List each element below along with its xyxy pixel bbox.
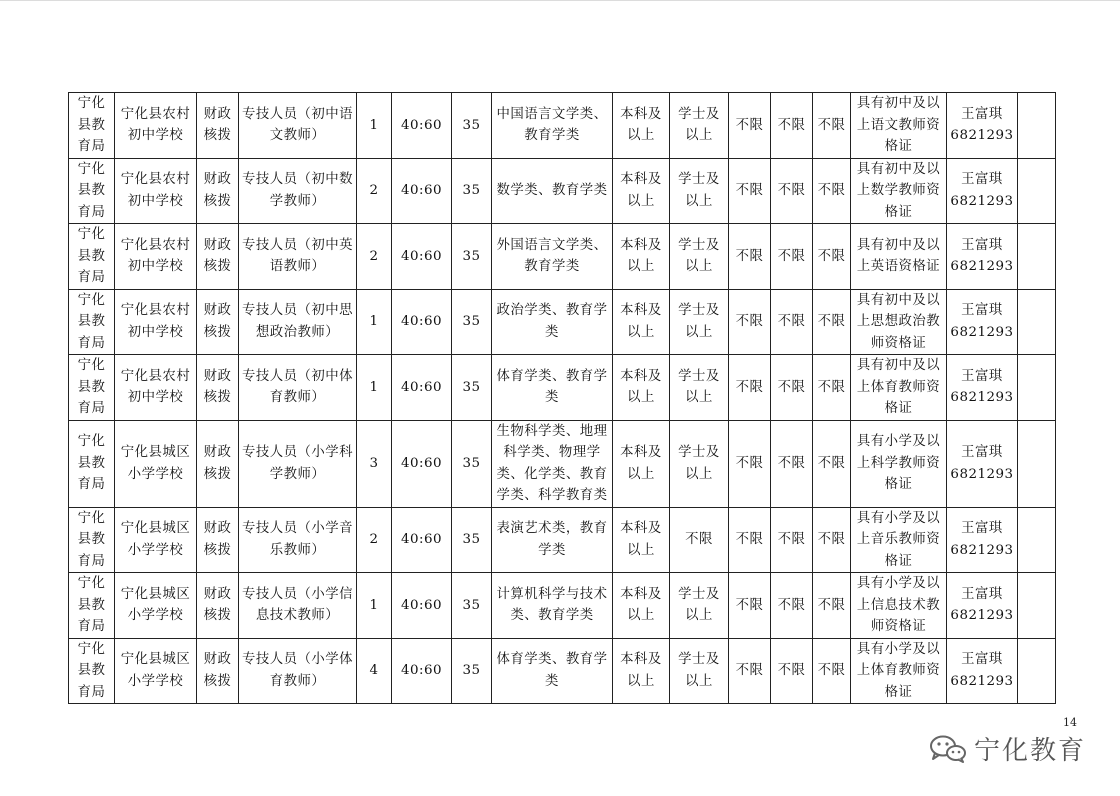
condition-cell-2: 不限: [771, 573, 813, 639]
education-cell: 本科及以上: [613, 93, 670, 159]
table-row: [69, 158, 1056, 224]
condition-cell-2: 不限: [771, 420, 813, 507]
requirement-cell: 具有小学及以上体育教师资格证: [851, 638, 947, 704]
ratio-cell: 40:60: [392, 355, 452, 421]
education-cell: 本科及以上: [613, 355, 670, 421]
condition-cell-2: 不限: [771, 224, 813, 290]
position-cell: 专技人员（小学科学教师）: [239, 420, 357, 507]
major-cell: 政治学类、教育学类: [492, 289, 613, 355]
school-cell: 宁化县农村初中学校: [115, 289, 197, 355]
contact-cell: 王富琪6821293: [947, 224, 1018, 290]
age-cell: 35: [452, 638, 492, 704]
funding-cell: 财政核拨: [197, 507, 239, 573]
degree-cell: 学士及以上: [670, 93, 729, 159]
age-cell: 35: [452, 573, 492, 639]
funding-cell: 财政核拨: [197, 224, 239, 290]
major-cell: 外国语言文学类、教育学类: [492, 224, 613, 290]
condition-cell-2: 不限: [771, 289, 813, 355]
degree-cell: 学士及以上: [670, 224, 729, 290]
dept-cell: 宁化县教育局: [69, 158, 115, 224]
page-number: 14: [1063, 716, 1077, 729]
education-cell: 本科及以上: [613, 638, 670, 704]
funding-cell: 财政核拨: [197, 573, 239, 639]
degree-cell: 不限: [670, 507, 729, 573]
condition-cell-1: 不限: [729, 420, 771, 507]
position-cell: 专技人员（小学音乐教师）: [239, 507, 357, 573]
contact-cell: 王富琪6821293: [947, 93, 1018, 159]
funding-cell: 财政核拨: [197, 638, 239, 704]
age-cell: 35: [452, 158, 492, 224]
degree-cell: 学士及以上: [670, 573, 729, 639]
table-row: [69, 420, 1056, 507]
education-cell: 本科及以上: [613, 224, 670, 290]
condition-cell-1: 不限: [729, 638, 771, 704]
condition-cell-3: 不限: [813, 158, 851, 224]
condition-cell-3: 不限: [813, 638, 851, 704]
count-cell: 2: [357, 507, 392, 573]
count-cell: 4: [357, 638, 392, 704]
major-cell: 中国语言文学类、教育学类: [492, 93, 613, 159]
count-cell: 1: [357, 289, 392, 355]
empty-cell: [1018, 355, 1056, 421]
age-cell: 35: [452, 420, 492, 507]
condition-cell-1: 不限: [729, 224, 771, 290]
table-row: [69, 638, 1056, 704]
condition-cell-1: 不限: [729, 507, 771, 573]
dept-cell: 宁化县教育局: [69, 573, 115, 639]
contact-cell: 王富琪6821293: [947, 638, 1018, 704]
condition-cell-3: 不限: [813, 224, 851, 290]
school-cell: 宁化县农村初中学校: [115, 224, 197, 290]
table-row: [69, 93, 1056, 159]
empty-cell: [1018, 420, 1056, 507]
table-row: [69, 507, 1056, 573]
count-cell: 3: [357, 420, 392, 507]
school-cell: 宁化县城区小学学校: [115, 420, 197, 507]
condition-cell-3: 不限: [813, 93, 851, 159]
count-cell: 2: [357, 224, 392, 290]
major-cell: 体育学类、教育学类: [492, 638, 613, 704]
table-row: [69, 224, 1056, 290]
position-cell: 专技人员（小学信息技术教师）: [239, 573, 357, 639]
recruitment-table: [68, 92, 1056, 704]
contact-cell: 王富琪6821293: [947, 573, 1018, 639]
table-row: [69, 573, 1056, 639]
dept-cell: 宁化县教育局: [69, 289, 115, 355]
count-cell: 1: [357, 355, 392, 421]
dept-cell: 宁化县教育局: [69, 420, 115, 507]
contact-cell: 王富琪6821293: [947, 420, 1018, 507]
education-cell: 本科及以上: [613, 158, 670, 224]
degree-cell: 学士及以上: [670, 289, 729, 355]
position-cell: 专技人员（初中语文教师）: [239, 93, 357, 159]
empty-cell: [1018, 638, 1056, 704]
age-cell: 35: [452, 289, 492, 355]
condition-cell-1: 不限: [729, 158, 771, 224]
requirement-cell: 具有初中及以上语文教师资格证: [851, 93, 947, 159]
education-cell: 本科及以上: [613, 507, 670, 573]
table-row: [69, 355, 1056, 421]
requirement-cell: 具有小学及以上科学教师资格证: [851, 420, 947, 507]
funding-cell: 财政核拨: [197, 289, 239, 355]
degree-cell: 学士及以上: [670, 355, 729, 421]
dept-cell: 宁化县教育局: [69, 507, 115, 573]
requirement-cell: 具有初中及以上英语资格证: [851, 224, 947, 290]
degree-cell: 学士及以上: [670, 420, 729, 507]
requirement-cell: 具有小学及以上音乐教师资格证: [851, 507, 947, 573]
empty-cell: [1018, 289, 1056, 355]
contact-cell: 王富琪6821293: [947, 289, 1018, 355]
ratio-cell: 40:60: [392, 573, 452, 639]
position-cell: 专技人员（初中思想政治教师）: [239, 289, 357, 355]
ratio-cell: 40:60: [392, 420, 452, 507]
count-cell: 2: [357, 158, 392, 224]
ratio-cell: 40:60: [392, 158, 452, 224]
age-cell: 35: [452, 355, 492, 421]
position-cell: 专技人员（初中英语教师）: [239, 224, 357, 290]
ratio-cell: 40:60: [392, 224, 452, 290]
condition-cell-3: 不限: [813, 573, 851, 639]
dept-cell: 宁化县教育局: [69, 355, 115, 421]
requirement-cell: 具有初中及以上数学教师资格证: [851, 158, 947, 224]
empty-cell: [1018, 507, 1056, 573]
major-cell: 计算机科学与技术类、教育学类: [492, 573, 613, 639]
position-cell: 专技人员（初中数学教师）: [239, 158, 357, 224]
condition-cell-2: 不限: [771, 638, 813, 704]
empty-cell: [1018, 573, 1056, 639]
funding-cell: 财政核拨: [197, 420, 239, 507]
condition-cell-3: 不限: [813, 289, 851, 355]
school-cell: 宁化县城区小学学校: [115, 507, 197, 573]
condition-cell-1: 不限: [729, 573, 771, 639]
page-top-border: [0, 0, 1120, 1]
condition-cell-2: 不限: [771, 355, 813, 421]
funding-cell: 财政核拨: [197, 355, 239, 421]
school-cell: 宁化县城区小学学校: [115, 638, 197, 704]
degree-cell: 学士及以上: [670, 158, 729, 224]
ratio-cell: 40:60: [392, 638, 452, 704]
school-cell: 宁化县城区小学学校: [115, 573, 197, 639]
condition-cell-3: 不限: [813, 507, 851, 573]
funding-cell: 财政核拨: [197, 93, 239, 159]
condition-cell-3: 不限: [813, 355, 851, 421]
dept-cell: 宁化县教育局: [69, 638, 115, 704]
condition-cell-1: 不限: [729, 355, 771, 421]
empty-cell: [1018, 158, 1056, 224]
watermark-text: 宁化教育: [974, 736, 1087, 766]
empty-cell: [1018, 93, 1056, 159]
education-cell: 本科及以上: [613, 573, 670, 639]
contact-cell: 王富琪6821293: [947, 507, 1018, 573]
empty-cell: [1018, 224, 1056, 290]
condition-cell-1: 不限: [729, 289, 771, 355]
watermark: [928, 730, 1086, 767]
wechat-icon: [928, 734, 968, 764]
contact-cell: 王富琪6821293: [947, 355, 1018, 421]
count-cell: 1: [357, 573, 392, 639]
school-cell: 宁化县农村初中学校: [115, 93, 197, 159]
dept-cell: 宁化县教育局: [69, 93, 115, 159]
major-cell: 生物科学类、地理科学类、物理学类、化学类、教育学类、科学教育类: [492, 420, 613, 507]
education-cell: 本科及以上: [613, 289, 670, 355]
condition-cell-3: 不限: [813, 420, 851, 507]
degree-cell: 学士及以上: [670, 638, 729, 704]
major-cell: 数学类、教育学类: [492, 158, 613, 224]
requirement-cell: 具有初中及以上思想政治教师资格证: [851, 289, 947, 355]
ratio-cell: 40:60: [392, 93, 452, 159]
condition-cell-2: 不限: [771, 507, 813, 573]
age-cell: 35: [452, 93, 492, 159]
school-cell: 宁化县农村初中学校: [115, 158, 197, 224]
condition-cell-2: 不限: [771, 158, 813, 224]
age-cell: 35: [452, 224, 492, 290]
major-cell: 表演艺术类，教育学类: [492, 507, 613, 573]
contact-cell: 王富琪6821293: [947, 158, 1018, 224]
requirement-cell: 具有小学及以上信息技术教师资格证: [851, 573, 947, 639]
education-cell: 本科及以上: [613, 420, 670, 507]
count-cell: 1: [357, 93, 392, 159]
major-cell: 体育学类、教育学类: [492, 355, 613, 421]
position-cell: 专技人员（初中体育教师）: [239, 355, 357, 421]
position-cell: 专技人员（小学体育教师）: [239, 638, 357, 704]
table-row: [69, 289, 1056, 355]
condition-cell-2: 不限: [771, 93, 813, 159]
funding-cell: 财政核拨: [197, 158, 239, 224]
school-cell: 宁化县农村初中学校: [115, 355, 197, 421]
age-cell: 35: [452, 507, 492, 573]
dept-cell: 宁化县教育局: [69, 224, 115, 290]
ratio-cell: 40:60: [392, 289, 452, 355]
condition-cell-1: 不限: [729, 93, 771, 159]
requirement-cell: 具有初中及以上体育教师资格证: [851, 355, 947, 421]
ratio-cell: 40:60: [392, 507, 452, 573]
